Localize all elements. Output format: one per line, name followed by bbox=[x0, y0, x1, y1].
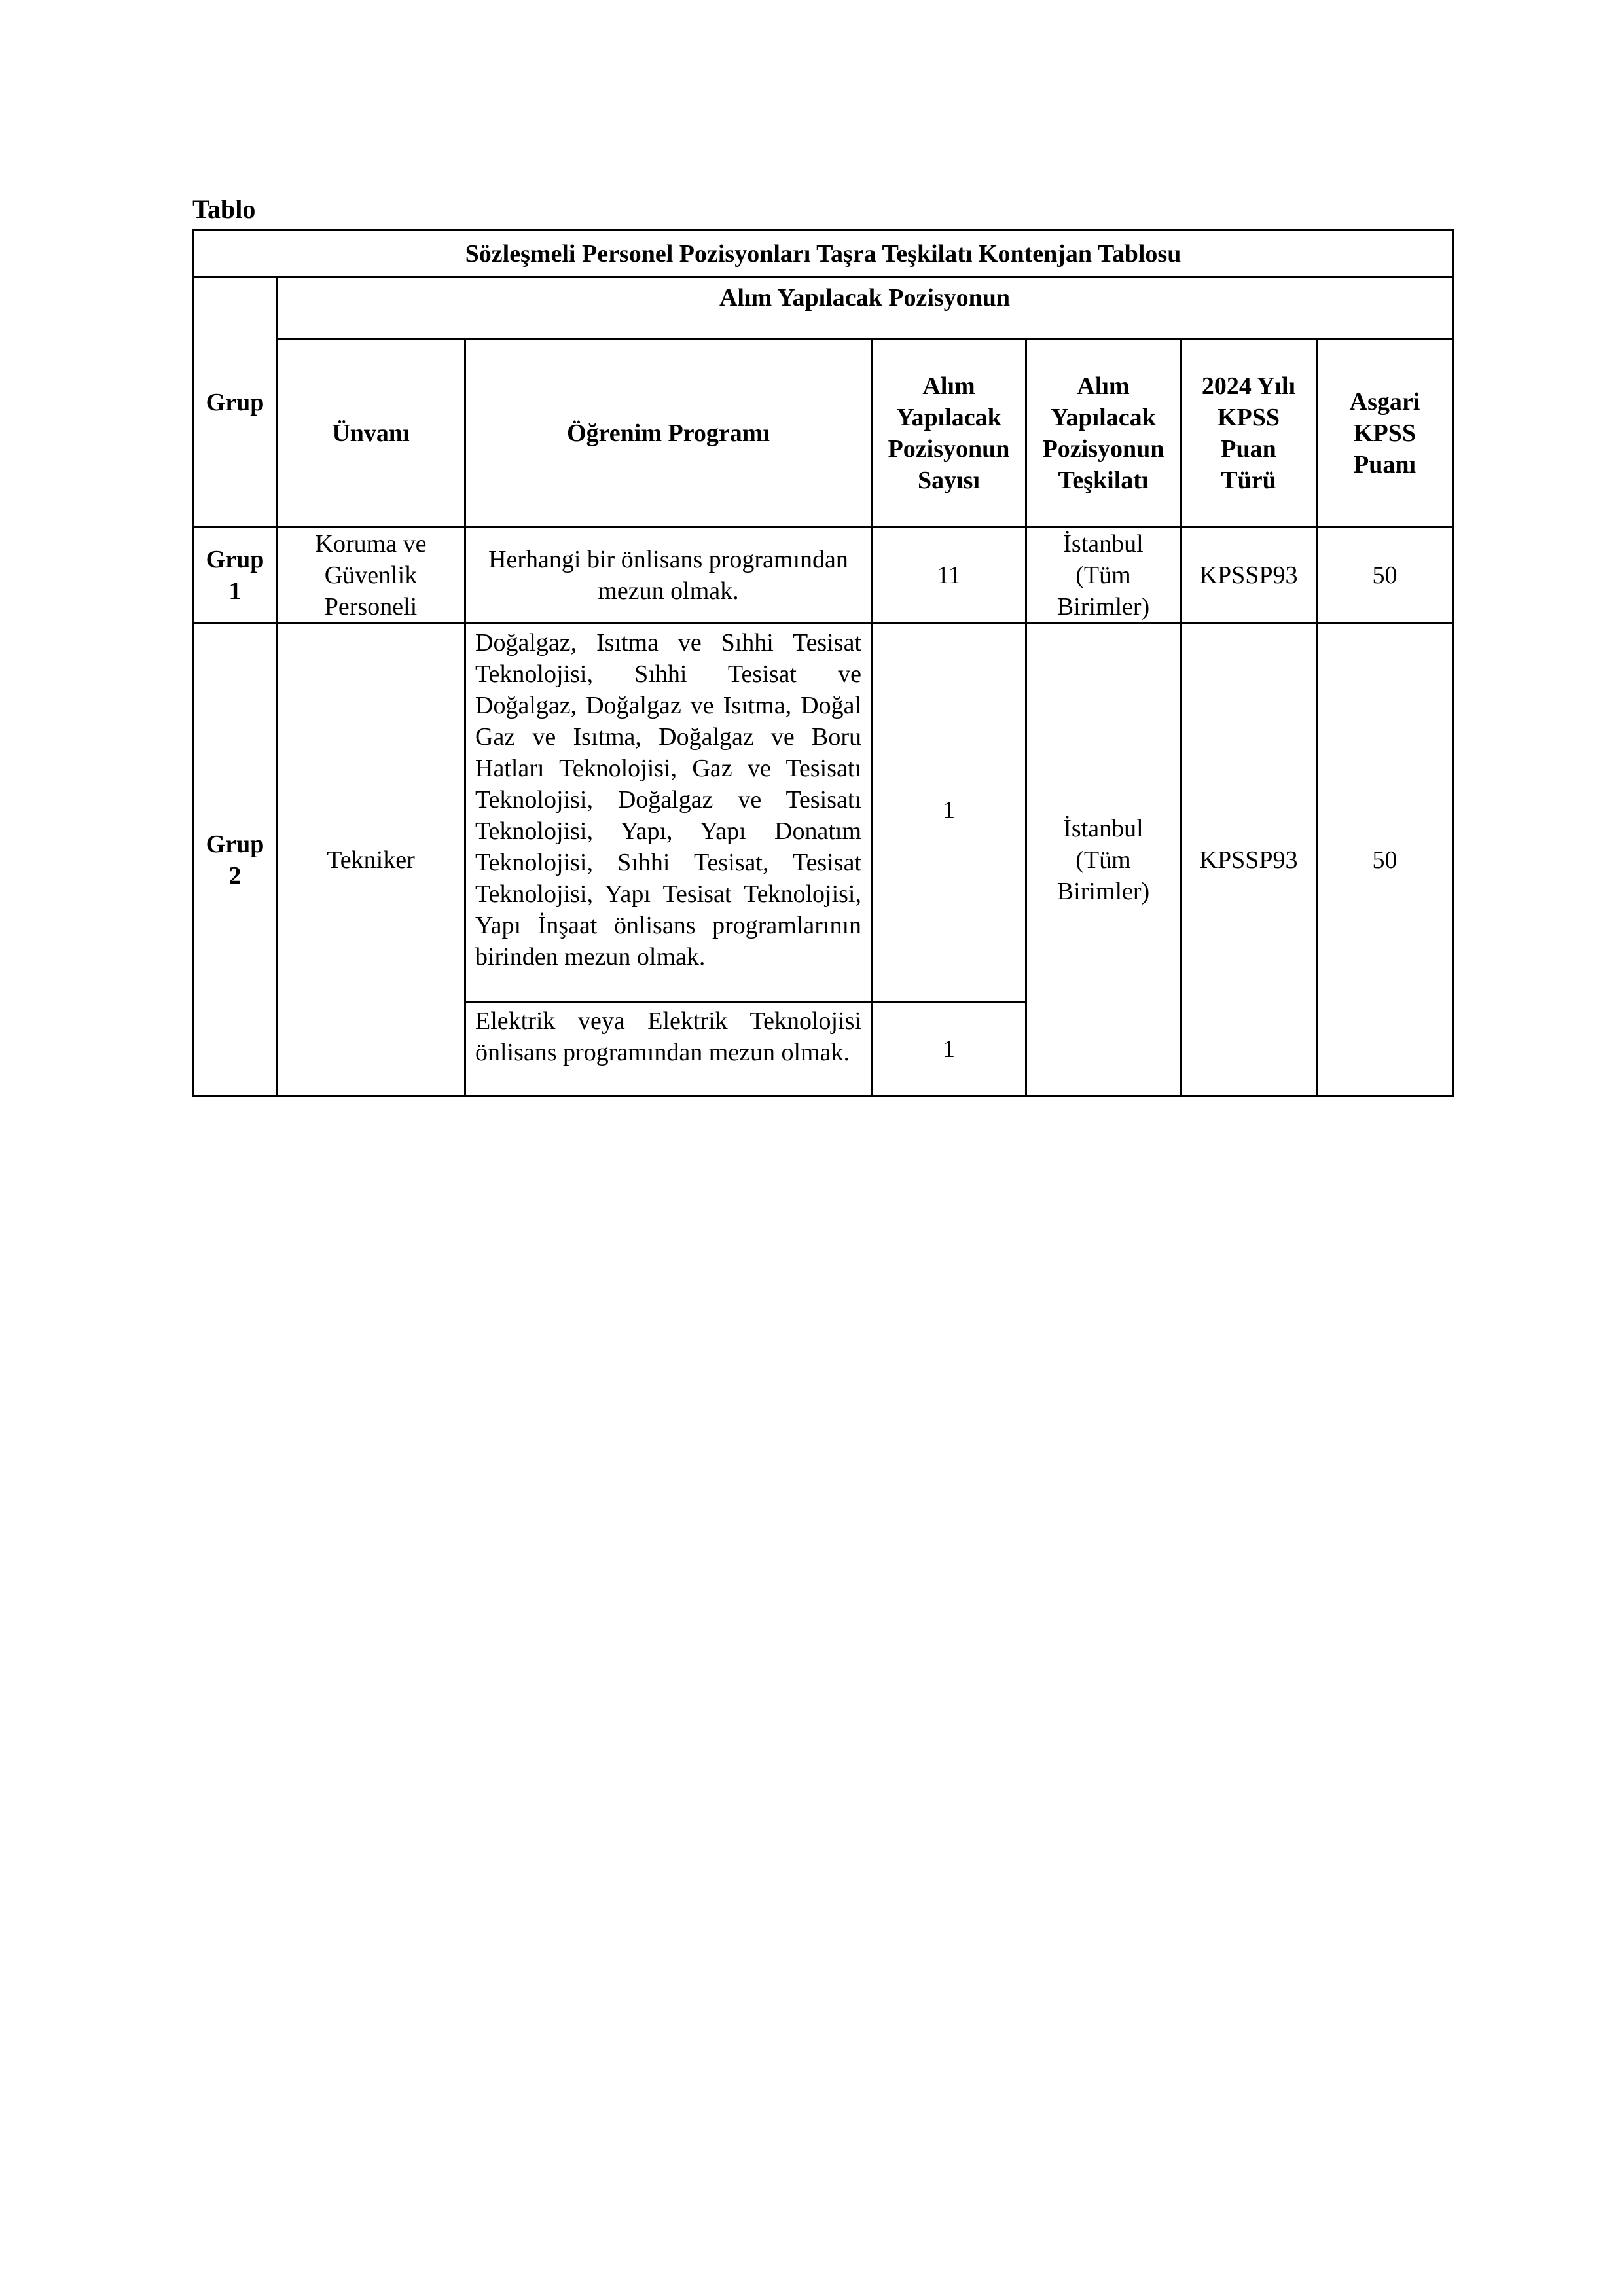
cell-asgari: 50 bbox=[1317, 624, 1453, 1096]
header-ogrenim: Öğrenim Programı bbox=[465, 339, 872, 528]
cell-unvan: Koruma ve Güvenlik Personeli bbox=[277, 528, 465, 624]
header-teskilat: Alım Yapılacak Pozisyonun Teşkilatı bbox=[1026, 339, 1181, 528]
cell-teskilat: İstanbul (Tüm Birimler) bbox=[1026, 624, 1181, 1096]
header-puan-turu: 2024 Yılı KPSS Puan Türü bbox=[1181, 339, 1317, 528]
table-caption: Tablo bbox=[192, 194, 256, 224]
cell-unvan: Tekniker bbox=[277, 624, 465, 1096]
cell-ogrenim: Doğalgaz, Isıtma ve Sıhhi Tesisat Teknolojisi, Sıhhi Tesisat ve Doğalgaz, Doğalgaz ve Isıtma, Doğal Gaz ve Isıtma, Doğalgaz ve Boru Hatları Teknolojisi, Gaz ve Tesisatı Teknolojisi, Doğalgaz ve Tesisatı Teknolojisi, Yapı, Yapı Donatım Teknolojisi, Sıhhi Tesisat, Tesisat Teknolojisi, Yapı Tesisat Teknolojisi, Yapı İnşaat önlisans programlarının birinden mezun olmak. bbox=[465, 624, 872, 1002]
cell-teskilat: İstanbul (Tüm Birimler) bbox=[1026, 528, 1181, 624]
header-grup: Grup bbox=[194, 278, 277, 528]
header-asgari: Asgari KPSS Puanı bbox=[1317, 339, 1453, 528]
cell-puan-turu: KPSSP93 bbox=[1181, 528, 1317, 624]
cell-ogrenim: Elektrik veya Elektrik Teknolojisi önlisans programından mezun olmak. bbox=[465, 1002, 872, 1096]
table-row bbox=[194, 624, 1453, 1002]
header-group-title: Alım Yapılacak Pozisyonun bbox=[277, 278, 1453, 339]
cell-ogrenim: Herhangi bir önlisans programından mezun olmak. bbox=[465, 528, 872, 624]
cell-grup: Grup 2 bbox=[194, 624, 277, 1096]
header-unvan: Ünvanı bbox=[277, 339, 465, 528]
cell-sayi: 1 bbox=[872, 624, 1026, 1002]
table-row bbox=[194, 528, 1453, 624]
cell-asgari: 50 bbox=[1317, 528, 1453, 624]
quota-table bbox=[192, 229, 1454, 1097]
table-title: Sözleşmeli Personel Pozisyonları Taşra Teşkilatı Kontenjan Tablosu bbox=[194, 230, 1453, 278]
cell-sayi: 11 bbox=[872, 528, 1026, 624]
cell-grup: Grup 1 bbox=[194, 528, 277, 624]
cell-puan-turu: KPSSP93 bbox=[1181, 624, 1317, 1096]
header-sayi: Alım Yapılacak Pozisyonun Sayısı bbox=[872, 339, 1026, 528]
cell-sayi: 1 bbox=[872, 1002, 1026, 1096]
